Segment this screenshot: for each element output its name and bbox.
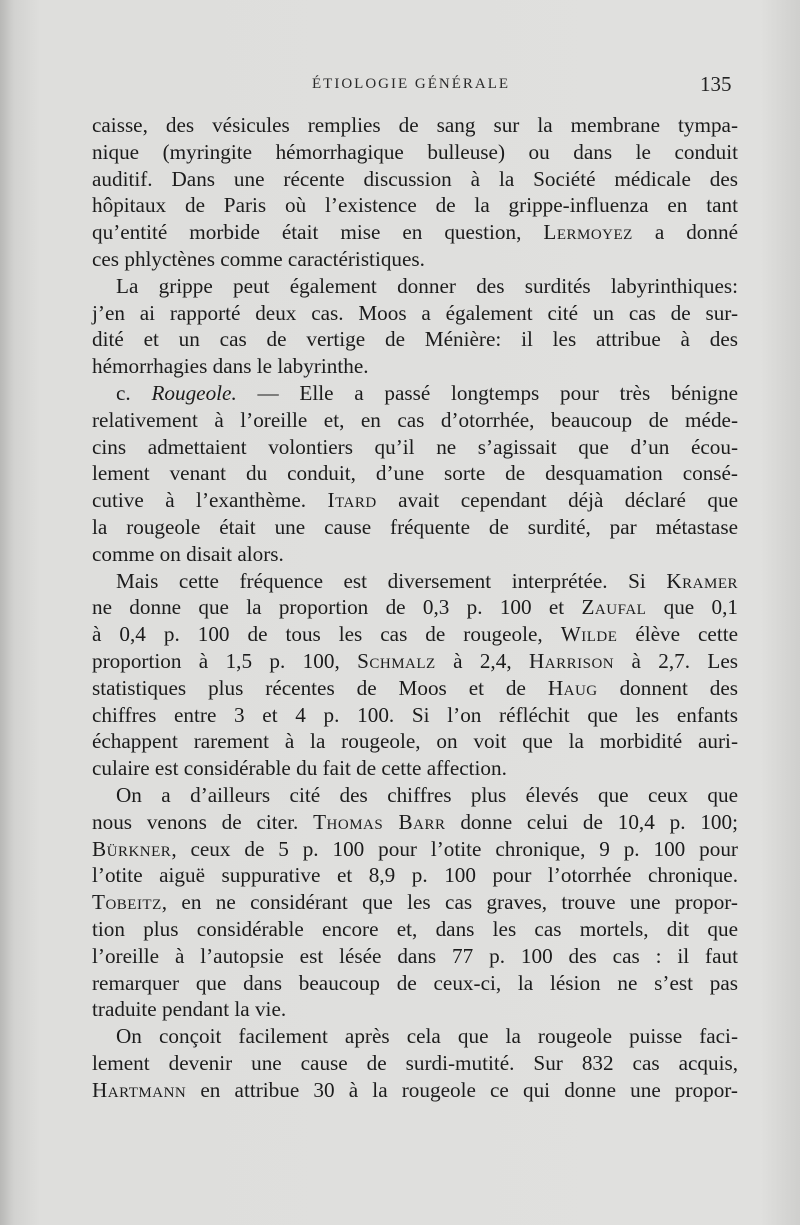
text-segment: que 0,1: [646, 595, 738, 620]
text-segment: à 0,4 p. 100 de tous les cas de rougeole,: [92, 622, 561, 647]
text-segment: statistiques plus récentes de Moos et de: [92, 675, 548, 700]
text-segment: auditif. Dans une récente discussion à la Société médicale des: [92, 166, 738, 191]
text-line: [92, 273, 738, 300]
text-segment: On a d’ailleurs cité des chiffres plus élevés que ceux que: [116, 782, 738, 807]
author-name: Harrison: [528, 648, 615, 673]
text-segment: chiffres entre 3 et 4 p. 100. Si l’on réfléchit que les enfants: [92, 702, 738, 727]
text-line: [92, 487, 738, 514]
text-line: [92, 889, 738, 916]
text-line: [92, 568, 738, 595]
author-name: Lermoyez: [543, 220, 633, 245]
text-line: [92, 862, 738, 889]
text-segment: échappent rarement à la rougeole, on voit que la morbidité auri-: [92, 729, 738, 754]
text-line: [92, 728, 738, 755]
text-segment: l’otite aiguë suppurative et 8,9 p. 100 pour l’otorrhée chronique.: [92, 863, 738, 888]
author-name: Schmalz: [357, 648, 436, 673]
text-line: [92, 139, 738, 166]
running-title: ÉTIOLOGIE GÉNÉRALE: [312, 76, 511, 92]
text-segment: qu’entité morbide était mise en question,: [92, 220, 544, 245]
author-name: Thomas Barr: [313, 809, 446, 834]
section-heading: Rougeole.: [151, 380, 237, 405]
text-line: [92, 460, 738, 487]
text-segment: comme on disait alors.: [92, 541, 284, 566]
text-segment: donne celui de 10,4 p. 100;: [445, 809, 739, 834]
text-segment: élève cette: [617, 622, 738, 647]
author-name: Bürkner: [92, 836, 172, 861]
text-segment: La grippe peut également donner des surdités labyrinthiques:: [116, 273, 738, 298]
text-line: [92, 246, 738, 273]
text-segment: l’oreille à l’autopsie est lésée dans 77 p. 100 des cas : il faut: [92, 943, 738, 968]
text-line: [92, 809, 738, 836]
text-line: [92, 112, 738, 139]
text-segment: tion plus considérable encore et, dans les cas mortels, dit que: [92, 916, 738, 941]
text-segment: traduite pendant la vie.: [92, 997, 287, 1022]
page-number: 135: [700, 72, 732, 96]
text-segment: On conçoit facilement après cela que la rougeole puisse faci-: [116, 1024, 738, 1049]
page-header: [0, 72, 800, 102]
text-line: [92, 380, 738, 407]
text-segment: proportion à 1,5 p. 100,: [92, 648, 358, 673]
text-line: [92, 192, 738, 219]
text-segment: en attribue 30 à la rougeole ce qui donne une propor-: [186, 1077, 738, 1102]
text-segment: hôpitaux de Paris où l’existence de la grippe-influenza en tant: [92, 193, 738, 218]
text-line: [92, 407, 738, 434]
text-segment: lement devenir une cause de surdi-mutité. Sur 832 cas acquis,: [92, 1050, 738, 1075]
author-name: Haug: [547, 675, 598, 700]
text-line: [92, 1050, 738, 1077]
text-line: [92, 702, 738, 729]
text-line: [92, 782, 738, 809]
text-line: [92, 943, 738, 970]
text-segment: nous venons de citer.: [92, 809, 314, 834]
text-segment: à 2,4,: [435, 648, 529, 673]
body-text: [92, 112, 738, 1103]
text-segment: cutive à l’exanthème.: [92, 488, 328, 513]
text-line: [92, 1023, 738, 1050]
text-line: [92, 434, 738, 461]
text-segment: dité et un cas de vertige de Ménière: il les attribue à des: [92, 327, 738, 352]
text-segment: j’en ai rapporté deux cas. Moos a également cité un cas de sur-: [92, 300, 738, 325]
author-name: Kramer: [666, 568, 738, 593]
text-line: [92, 326, 738, 353]
text-line: [92, 353, 738, 380]
text-line: [92, 594, 738, 621]
text-line: [92, 300, 738, 327]
text-segment: culaire est considérable du fait de cette affection.: [92, 756, 507, 781]
author-name: Wilde: [560, 622, 618, 647]
text-line: [92, 541, 738, 568]
author-name: Hartmann: [92, 1077, 187, 1102]
text-line: [92, 514, 738, 541]
text-line: [92, 916, 738, 943]
text-segment: donnent des: [597, 675, 738, 700]
text-segment: , ceux de 5 p. 100 pour l’otite chronique, 9 p. 100 pour: [171, 836, 738, 861]
author-name: Zaufal: [581, 595, 647, 620]
text-segment: hémorrhagies dans le labyrinthe.: [92, 354, 369, 379]
text-segment: nique (myringite hémorrhagique bulleuse) ou dans le conduit: [92, 139, 738, 164]
text-line: [92, 970, 738, 997]
text-line: [92, 219, 738, 246]
text-segment: c.: [116, 380, 152, 405]
text-line: [92, 996, 738, 1023]
text-segment: caisse, des vésicules remplies de sang sur la membrane tympa-: [92, 113, 738, 137]
text-line: [92, 836, 738, 863]
text-line: [92, 755, 738, 782]
text-segment: , en ne considérant que les cas graves, trouve une propor-: [161, 890, 738, 915]
text-segment: — Elle a passé longtemps pour très bénigne: [236, 380, 738, 405]
text-line: [92, 166, 738, 193]
text-segment: ne donne que la proportion de 0,3 p. 100 et: [92, 595, 582, 620]
text-segment: Mais cette fréquence est diversement interprétée. Si: [116, 568, 667, 593]
text-segment: a donné: [632, 220, 738, 245]
text-segment: lement venant du conduit, d’une sorte de desquamation consé-: [92, 461, 738, 486]
text-segment: avait cependant déjà déclaré que: [376, 488, 738, 513]
text-segment: ces phlyctènes comme caractéristiques.: [92, 246, 425, 271]
text-line: [92, 648, 738, 675]
author-name: Tobeitz: [92, 890, 162, 915]
text-segment: relativement à l’oreille et, en cas d’otorrhée, beaucoup de méde-: [92, 407, 738, 432]
text-segment: la rougeole était une cause fréquente de surdité, par métastase: [92, 514, 738, 539]
text-segment: à 2,7. Les: [614, 648, 738, 673]
text-segment: remarquer que dans beaucoup de ceux-ci, la lésion ne s’est pas: [92, 970, 738, 995]
text-segment: cins admettaient volontiers qu’il ne s’agissait que d’un écou-: [92, 434, 738, 459]
text-line: [92, 675, 738, 702]
text-line: [92, 621, 738, 648]
author-name: Itard: [327, 488, 377, 513]
text-line: [92, 1077, 738, 1104]
